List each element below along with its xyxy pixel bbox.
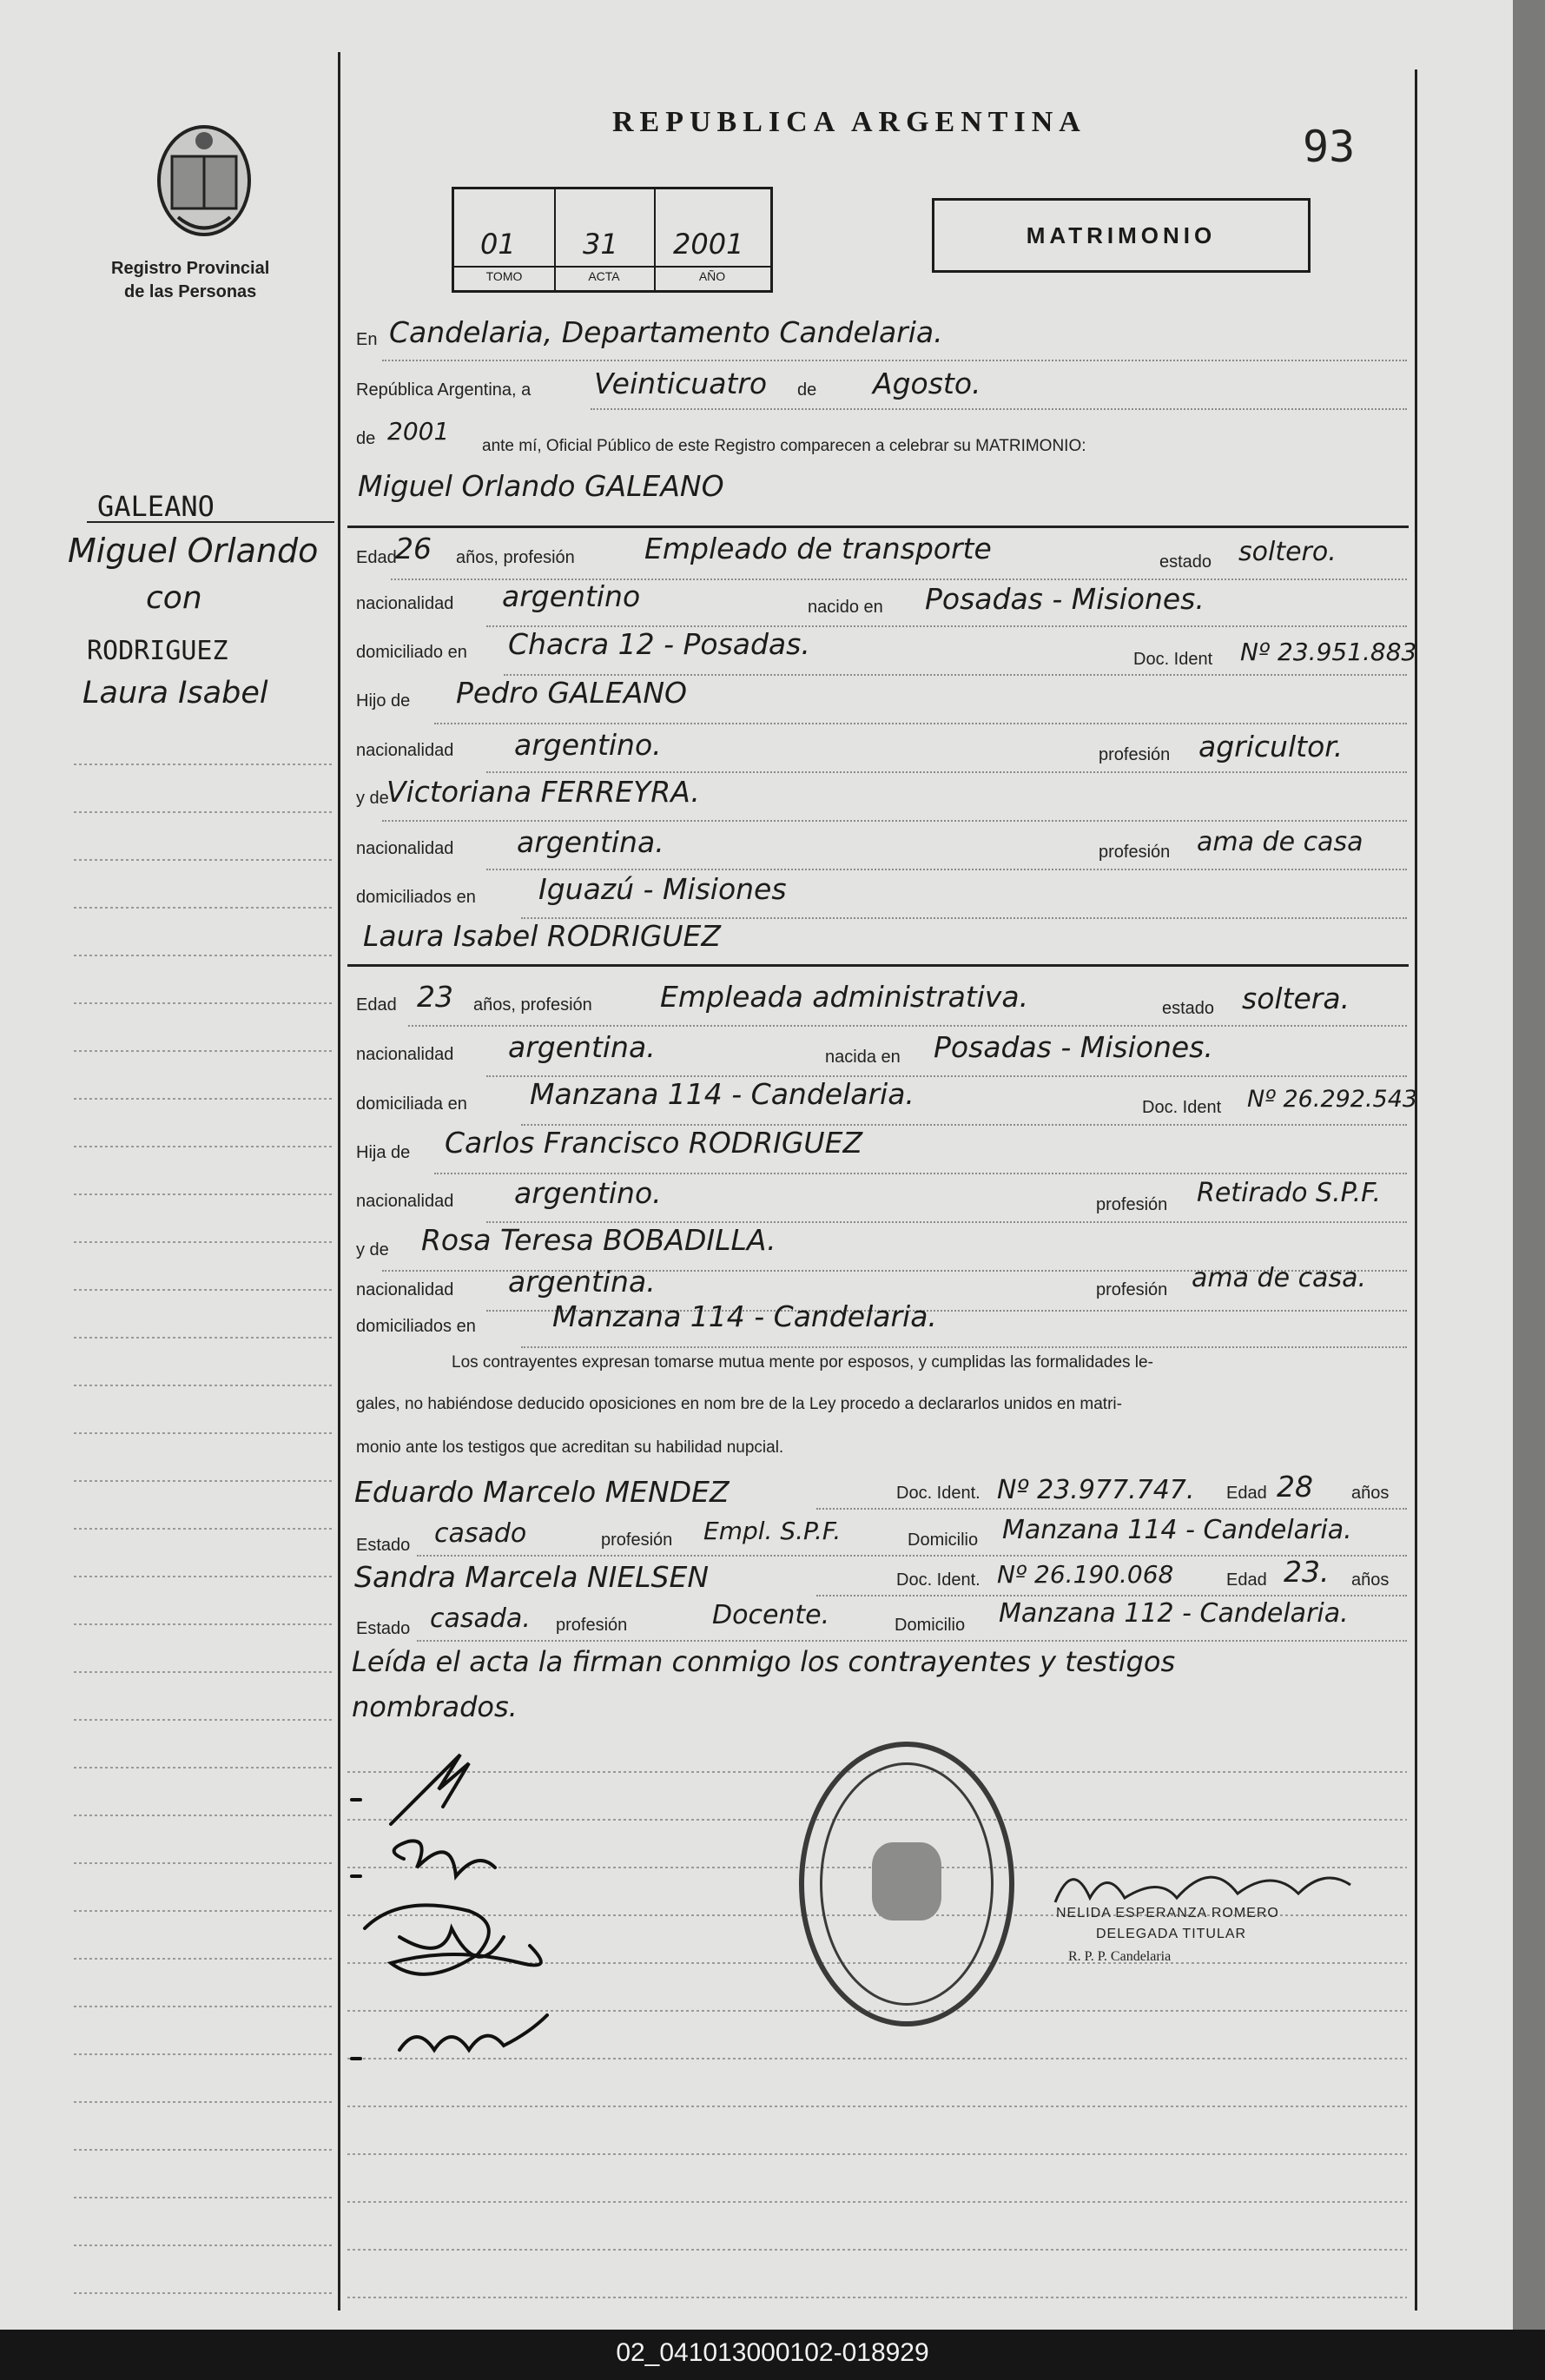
groom-mnac-label: nacionalidad	[356, 839, 454, 858]
bride-estado-label: estado	[1162, 999, 1215, 1018]
official-name: NELIDA ESPERANZA ROMERO	[1056, 1906, 1279, 1921]
bride-yde-label: y de	[356, 1240, 389, 1259]
bride-status: soltera.	[1242, 982, 1350, 1015]
witness1-anos-label: años	[1351, 1484, 1390, 1503]
witness1-edad-label: Edad	[1226, 1484, 1267, 1503]
witness2-profession: Docente.	[712, 1600, 830, 1630]
groom-edad-label: Edad	[356, 548, 397, 567]
book-edge	[1513, 0, 1545, 2345]
bride-nationality: argentina.	[508, 1030, 656, 1064]
groom-fnac-label: nacionalidad	[356, 741, 454, 760]
page-number: 93	[1303, 122, 1356, 172]
witness2-prof-label: profesión	[556, 1616, 628, 1635]
bride-fnac-label: nacionalidad	[356, 1192, 454, 1211]
witness2-name: Sandra Marcela NIELSEN	[354, 1560, 710, 1594]
groom-address: Chacra 12 - Posadas.	[508, 627, 810, 661]
witness1-prof-label: profesión	[601, 1530, 673, 1550]
groom-birthplace: Posadas - Misiones.	[925, 582, 1205, 616]
country-title: REPUBLICA ARGENTINA	[612, 106, 1086, 138]
bride-address: Manzana 114 - Candelaria.	[530, 1077, 914, 1111]
closing-line2: nombrados.	[352, 1690, 518, 1723]
republic-label: República Argentina, a	[356, 380, 532, 400]
witness1-age: 28	[1277, 1470, 1313, 1504]
witness1-doc-label: Doc. Ident.	[896, 1484, 980, 1503]
groom-mother-prof: ama de casa	[1197, 827, 1363, 857]
bride-hija-label: Hija de	[356, 1143, 411, 1162]
witness2-anos-label: años	[1351, 1570, 1390, 1590]
groom-hijo-label: Hijo de	[356, 691, 411, 711]
bride-edad-label: Edad	[356, 995, 397, 1015]
witness2-doc: Nº 26.190.068	[997, 1560, 1174, 1589]
bride-profession: Empleada administrativa.	[660, 980, 1029, 1014]
groom-dom-label: domiciliado en	[356, 643, 467, 662]
bride-mnac-label: nacionalidad	[356, 1280, 454, 1299]
groom-yde-label: y de	[356, 789, 389, 808]
acta-label: ACTA	[588, 269, 620, 283]
margin-groom-names: Miguel Orlando	[68, 532, 319, 570]
bride-anos-prof-label: años, profesión	[473, 995, 592, 1015]
groom-fprof-label: profesión	[1099, 745, 1171, 764]
declaration-line2: gales, no habiéndose deducido oposiciones en nom bre de la Ley procedo a declararlos unidos en matri-	[356, 1395, 1122, 1413]
witness1-estado-label: Estado	[356, 1536, 411, 1555]
groom-nacido-label: nacido en	[808, 598, 883, 617]
bride-fprof-label: profesión	[1096, 1195, 1168, 1214]
intro-statement: ante mí, Oficial Público de este Registro comparecen a celebrar su MATRIMONIO:	[482, 437, 1086, 455]
bride-father-nat: argentino.	[514, 1176, 662, 1210]
witness2-address: Manzana 112 - Candelaria.	[999, 1598, 1349, 1629]
groom-nationality: argentino	[502, 579, 641, 613]
groom-doc: Nº 23.951.883	[1240, 638, 1417, 666]
registry-name-line2: de las Personas	[124, 282, 257, 301]
official-title: DELEGADA TITULAR	[1096, 1927, 1247, 1941]
bride-doc: Nº 26.292.543	[1247, 1086, 1418, 1113]
day: Veinticuatro	[594, 367, 768, 400]
groom-age: 26	[395, 532, 432, 565]
bride-mother-prof: ama de casa.	[1192, 1263, 1366, 1293]
bride-father-prof: Retirado S.P.F.	[1197, 1178, 1382, 1208]
witness2-estado-label: Estado	[356, 1619, 411, 1638]
witness1-profession: Empl. S.P.F.	[703, 1517, 842, 1545]
witness1-name: Eduardo Marcelo MENDEZ	[354, 1475, 730, 1509]
groom-profession: Empleado de transporte	[644, 532, 992, 565]
signatures	[347, 1737, 625, 2085]
groom-status: soltero.	[1238, 537, 1337, 567]
bride-birthplace: Posadas - Misiones.	[934, 1030, 1213, 1064]
bride-mother: Rosa Teresa BOBADILLA.	[421, 1223, 776, 1257]
groom-mother-nat: argentina.	[517, 825, 664, 859]
month: Agosto.	[873, 367, 981, 400]
file-name: 02_041013000102-018929	[616, 2338, 929, 2367]
declaration-line3: monio ante los testigos que acreditan su habilidad nupcial.	[356, 1438, 784, 1457]
ano-label: AÑO	[698, 269, 726, 283]
groom-anos-prof-label: años, profesión	[456, 548, 575, 567]
groom-father: Pedro GALEANO	[456, 676, 688, 710]
place: Candelaria, Departamento Candelaria.	[389, 315, 943, 349]
bride-age: 23	[417, 980, 453, 1014]
ano-value: 2001	[673, 228, 744, 261]
de2-label: de	[356, 429, 376, 448]
bride-father: Carlos Francisco RODRIGUEZ	[445, 1126, 863, 1160]
de-label: de	[797, 380, 817, 400]
tomo-label: TOMO	[485, 269, 523, 283]
groom-estado-label: estado	[1159, 552, 1212, 572]
groom-mprof-label: profesión	[1099, 843, 1171, 862]
groom-father-nat: argentino.	[514, 728, 662, 762]
groom-pdom-label: domiciliados en	[356, 888, 476, 907]
witness1-status: casado	[434, 1518, 527, 1549]
year: 2001	[387, 417, 450, 446]
witness1-dom-label: Domicilio	[908, 1530, 979, 1550]
closing-line1: Leída el acta la firman conmigo los contrayentes y testigos	[352, 1645, 1176, 1678]
witness2-age: 23.	[1284, 1555, 1330, 1589]
bride-parents-address: Manzana 114 - Candelaria.	[552, 1299, 937, 1333]
groom-father-prof: agricultor.	[1198, 730, 1344, 764]
witness2-status: casada.	[430, 1603, 531, 1634]
tomo-value: 01	[480, 228, 516, 261]
acta-value: 31	[583, 228, 618, 261]
margin-bride-surname: RODRIGUEZ	[87, 636, 228, 666]
official-office: R. P. P. Candelaria	[1068, 1949, 1172, 1964]
groom-doc-label: Doc. Ident	[1133, 650, 1213, 669]
bride-nacida-label: nacida en	[825, 1048, 901, 1067]
declaration-line1: Los contrayentes expresan tomarse mutua mente por esposos, y cumplidas las formalidades le-	[452, 1353, 1153, 1372]
bride-pdom-label: domiciliados en	[356, 1317, 476, 1336]
groom-parents-address: Iguazú - Misiones	[538, 872, 787, 906]
registry-name-line1: Registro Provincial	[111, 259, 270, 278]
margin-groom-surname: GALEANO	[97, 490, 215, 523]
witness2-dom-label: Domicilio	[895, 1616, 966, 1635]
margin-bride-names: Laura Isabel	[83, 676, 268, 711]
bride-nac-label: nacionalidad	[356, 1045, 454, 1064]
official-seal	[799, 1742, 1014, 2026]
witness2-doc-label: Doc. Ident.	[896, 1570, 980, 1590]
groom-mother: Victoriana FERREYRA.	[386, 775, 700, 809]
witness1-doc: Nº 23.977.747.	[997, 1475, 1195, 1505]
witness2-edad-label: Edad	[1226, 1570, 1267, 1590]
groom-nac-label: nacionalidad	[356, 594, 454, 613]
bride-dom-label: domiciliada en	[356, 1094, 467, 1114]
en-label: En	[356, 330, 378, 349]
witness1-address: Manzana 114 - Candelaria.	[1002, 1515, 1352, 1545]
bride-mprof-label: profesión	[1096, 1280, 1168, 1299]
record-type-label: MATRIMONIO	[1026, 222, 1217, 248]
bride-full-name: Laura Isabel RODRIGUEZ	[363, 919, 722, 953]
bride-mother-nat: argentina.	[508, 1265, 656, 1299]
margin-connector: con	[146, 580, 202, 616]
groom-full-name: Miguel Orlando GALEANO	[358, 469, 724, 503]
bride-doc-label: Doc. Ident	[1142, 1098, 1222, 1117]
